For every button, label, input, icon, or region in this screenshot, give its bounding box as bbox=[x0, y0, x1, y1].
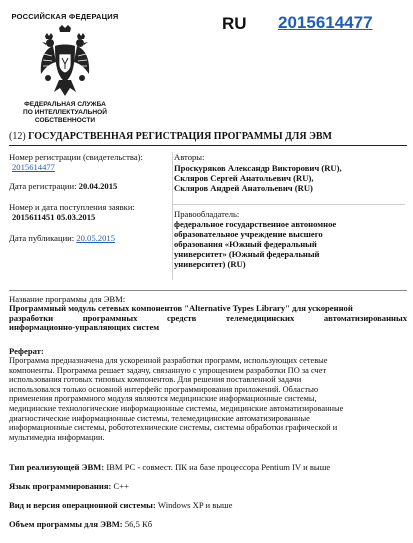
agency-name bbox=[0, 101, 130, 125]
abstract-line-2: компоненты. Программа решает задачу, связанную с упрощением разработки ПО за счет bbox=[9, 365, 327, 375]
computer-type-label: Тип реализующей ЭВМ: bbox=[9, 462, 105, 472]
section-divider bbox=[9, 290, 407, 291]
reg-number-value-link[interactable]: 2015614477 bbox=[12, 162, 55, 172]
registration-number-link[interactable]: 2015614477 bbox=[278, 13, 373, 32]
program-name-label: Название программы для ЭВМ: bbox=[9, 294, 126, 304]
program-name-line-3: информационно-управляющих систем bbox=[9, 322, 160, 332]
country-name: РОССИЙСКАЯ ФЕДЕРАЦИЯ bbox=[11, 12, 119, 21]
holder-line-3: образования «Южный федеральный bbox=[174, 239, 317, 249]
column-divider bbox=[172, 152, 173, 280]
document-title-text: ГОСУДАРСТВЕННАЯ РЕГИСТРАЦИЯ ПРОГРАММЫ ДЛЯ ЭВМ bbox=[28, 131, 332, 142]
abstract-line-4: использовался только основной интерфейс программирования приложений. Областью bbox=[9, 384, 319, 394]
program-name-line-1: Программный модуль сетевых компонентов "Alternative Types Library" для ускоренной bbox=[9, 303, 353, 313]
holder-line-4: университет» (Южный федеральный bbox=[174, 249, 320, 259]
rights-holder-label: Правообладатель: bbox=[174, 209, 240, 219]
holder-line-1: федеральное государственное автономное bbox=[174, 219, 337, 229]
title-divider bbox=[9, 145, 407, 146]
abstract-text bbox=[9, 356, 407, 442]
program-name-line-2: разработки программных средств телемедицинских автоматизированных bbox=[9, 312, 407, 323]
abstract-line-9: мультимедиа информации. bbox=[9, 432, 105, 442]
abstract-label: Реферат: bbox=[9, 346, 44, 356]
application-value: 2015611451 05.03.2015 bbox=[12, 212, 96, 222]
holder-line-5: университет) (RU) bbox=[174, 259, 246, 269]
country-code: RU bbox=[222, 14, 247, 33]
rights-holder-text bbox=[174, 219, 374, 269]
reg-number-label: Номер регистрации (свидетельства): bbox=[9, 152, 143, 162]
author-3: Скляров Андрей Анатольевич (RU) bbox=[174, 183, 313, 193]
os-value: Windows XP и выше bbox=[157, 500, 233, 510]
document-title bbox=[9, 131, 332, 142]
abstract-line-3: использования готовых типовых компонентов. Для решения поставленной задачи bbox=[9, 375, 302, 385]
rights-holder-block bbox=[174, 209, 374, 269]
abstract-line-5: применения программного модуля являются медицинские информационные системы, bbox=[9, 394, 317, 404]
abstract-line-7: диагностические информационные системы, телемедицинские автоматизированные bbox=[9, 413, 310, 423]
reg-date-value: 20.04.2015 bbox=[78, 181, 118, 191]
authors-list bbox=[174, 163, 407, 193]
holder-line-2: образовательное учреждение высшего bbox=[174, 229, 323, 239]
computer-type-field bbox=[9, 462, 330, 472]
authors-block bbox=[174, 152, 407, 193]
publication-date-label: Дата публикации: bbox=[9, 233, 75, 243]
application-label: Номер и дата поступления заявки: bbox=[9, 202, 135, 212]
double-headed-eagle-emblem-icon bbox=[39, 24, 91, 98]
reg-date-label: Дата регистрации: bbox=[9, 181, 77, 191]
document-code: (12) bbox=[9, 131, 26, 142]
abstract-line-1: Программа предназначена для ускоренной разработки программ, использующих сетевые bbox=[9, 356, 328, 365]
computer-type-value: IBM PC - совмест. ПК на базе процессора Pentium IV и выше bbox=[106, 462, 331, 472]
author-1: Проскуряков Александр Викторович (RU), bbox=[174, 163, 342, 173]
abstract-line-6: медицинские технологические информационные системы, медицинские автоматизированные bbox=[9, 403, 344, 413]
language-value: C++ bbox=[113, 481, 129, 491]
agency-line-1: ФЕДЕРАЛЬНАЯ СЛУЖБА bbox=[24, 101, 106, 108]
program-size-label: Объем программы для ЭВМ: bbox=[9, 519, 123, 529]
os-label: Вид и версия операционной системы: bbox=[9, 500, 156, 510]
authors-label: Авторы: bbox=[174, 152, 205, 162]
registration-details bbox=[9, 152, 174, 256]
program-size-field bbox=[9, 519, 152, 529]
authors-divider bbox=[172, 204, 405, 205]
abstract-line-8: информационные системы, робототехнические системы, системы обработки графической и bbox=[9, 423, 338, 433]
program-size-value: 56,5 Кб bbox=[124, 519, 153, 529]
author-2: Скляров Сергей Анатольевич (RU), bbox=[174, 173, 314, 183]
language-field bbox=[9, 481, 129, 491]
agency-line-2: ПО ИНТЕЛЛЕКТУАЛЬНОЙ СОБСТВЕННОСТИ bbox=[23, 109, 107, 124]
publication-date-link[interactable]: 20.05.2015 bbox=[76, 233, 115, 243]
language-label: Язык программирования: bbox=[9, 481, 112, 491]
program-name bbox=[9, 304, 407, 333]
os-field bbox=[9, 500, 233, 510]
